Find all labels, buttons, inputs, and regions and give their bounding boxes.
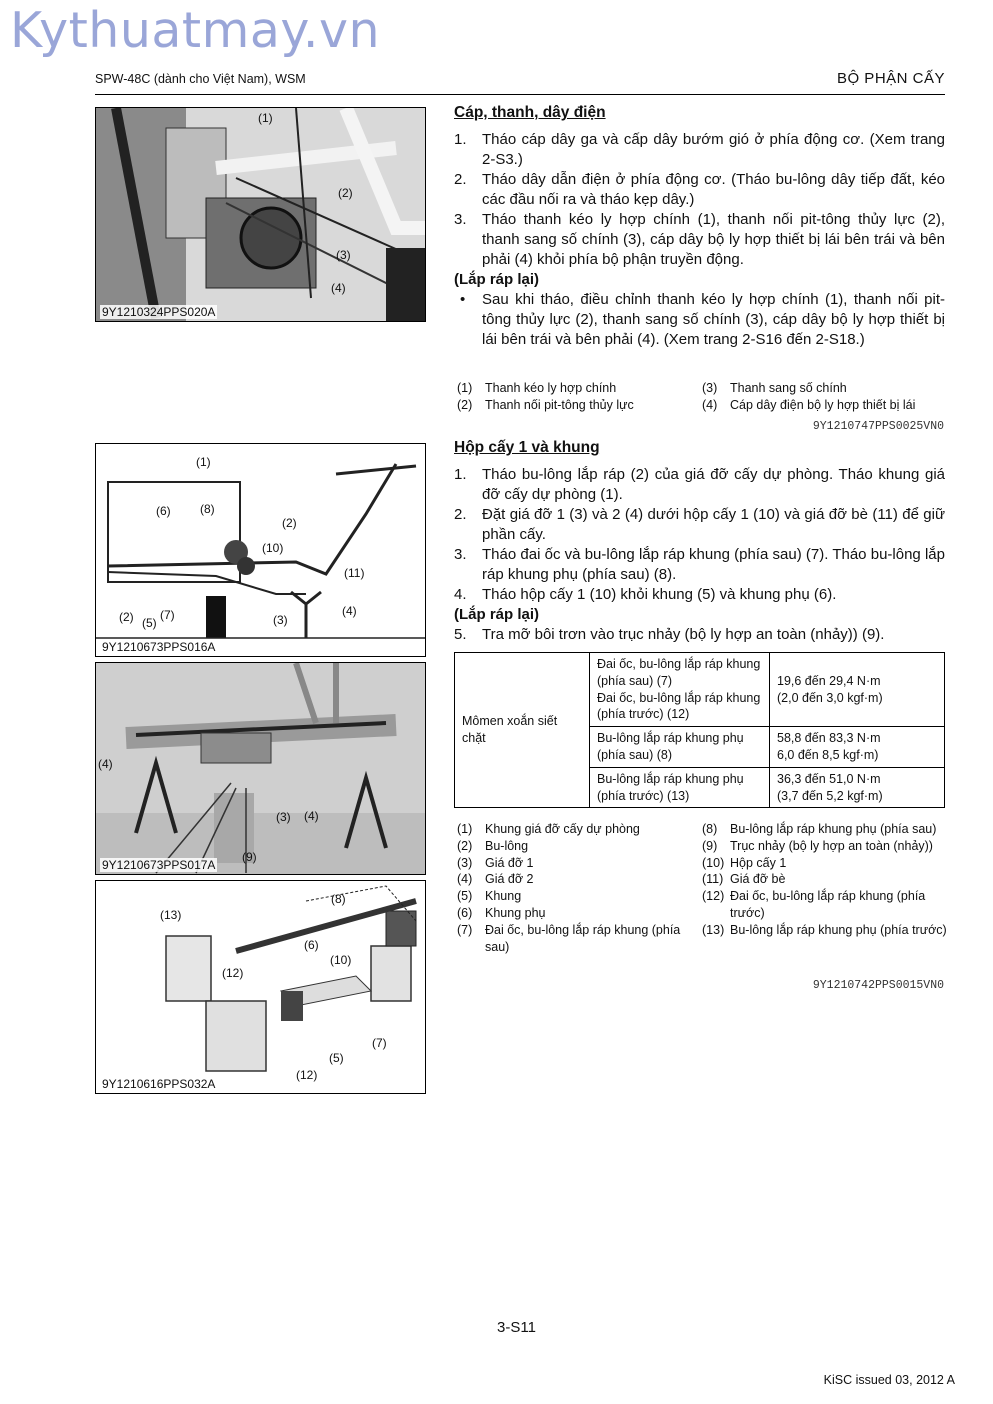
callout-4: (4)	[342, 604, 357, 618]
torque-item: Bu-lông lắp ráp khung phụ (phía sau) (8)	[590, 727, 770, 768]
callout-8: (8)	[331, 892, 346, 906]
callout-4: (4)	[98, 757, 113, 771]
reassembly-heading: (Lắp ráp lại)	[454, 606, 540, 623]
legend-item: (4) Giá đỡ 2	[457, 872, 534, 887]
callout-2: (2)	[338, 186, 353, 200]
legend-item: (8) Bu-lông lắp ráp khung phụ (phía sau)	[702, 822, 937, 836]
callout-9: (9)	[242, 850, 257, 864]
legend-item: (3) Giá đỡ 1	[457, 855, 534, 870]
step-item: 2. Đặt giá đỡ 1 (3) và 2 (4) dưới hộp cấy 1 (10) và giá đỡ bè (11) để giữ phần cấy.	[454, 506, 945, 543]
figure-stands-photo-image	[96, 663, 425, 874]
step-item: 1. Tháo cáp dây ga và cấp dây bướm gió ở phía động cơ. (Xem trang 2-S3.)	[454, 131, 945, 168]
figure-frame-drawing	[95, 443, 426, 657]
callout-11: (11)	[344, 566, 365, 580]
figure-code: 9Y1210616PPS032A	[102, 1077, 216, 1091]
callout-6: (6)	[304, 938, 319, 952]
step-item: 2. Tháo dây dẫn điện ở phía động cơ. (Tháo bu-lông dây tiếp đất, kéo các đầu nối ra và tháo kẹp dây.)	[454, 171, 945, 208]
step-item: 5. Tra mỡ bôi trơn vào trục nhảy (bộ ly hợp an toàn (nhảy)) (9).	[454, 626, 885, 643]
legend-item: (12) Đai ốc, bu-lông lắp ráp khung (phía trước)	[702, 889, 926, 920]
header-left: SPW-48C (dành cho Việt Nam), WSM	[95, 72, 306, 86]
legend-item: (1) Khung giá đỡ cấy dự phòng	[457, 822, 640, 836]
legend-item: (5) Khung	[457, 889, 522, 904]
figure-exploded-view	[95, 880, 426, 1094]
callout-1: (1)	[258, 111, 273, 125]
page-number: 3-S11	[497, 1319, 536, 1336]
legend-item: (13) Bu-lông lắp ráp khung phụ (phía trước)	[702, 922, 947, 937]
section1-legend	[457, 380, 947, 416]
torque-item: Bu-lông lắp ráp khung phụ (phía trước) (13)	[590, 767, 770, 808]
legend-item: (4) Cáp dây điện bộ ly hợp thiết bị lái	[702, 397, 916, 412]
footer-issue: KiSC issued 03, 2012 A	[823, 1373, 955, 1387]
callout-13: (13)	[160, 908, 182, 922]
callout-1: (1)	[196, 455, 211, 469]
figure-stands-photo	[95, 662, 426, 875]
legend-item: (2) Thanh nối pit-tông thủy lực	[457, 397, 634, 412]
legend-col-left	[457, 380, 634, 414]
torque-table	[454, 652, 945, 808]
figure-code: 9Y1210673PPS016A	[102, 640, 216, 654]
callout-10: (10)	[262, 541, 284, 555]
legend-item: (10) Hộp cấy 1	[702, 855, 787, 870]
reassembly-heading: (Lắp ráp lại)	[454, 271, 540, 288]
section1-steps	[454, 130, 945, 350]
torque-value: 58,8 đến 83,3 N·m 6,0 đến 8,5 kgf·m)	[770, 727, 945, 768]
legend-col-left	[457, 821, 687, 955]
legend-item: (9) Trục nhảy (bộ ly hợp an toàn (nhảy))	[702, 838, 933, 853]
callout-3: (3)	[276, 810, 291, 824]
callout-4: (4)	[331, 281, 346, 295]
watermark: Kythuatmay.vn	[10, 2, 381, 59]
figure-exploded-view-image	[96, 881, 425, 1093]
legend-col-right	[702, 821, 947, 939]
legend-item: (6) Khung phụ	[457, 905, 546, 920]
section2-legend	[457, 821, 947, 976]
callout-5: (5)	[142, 616, 157, 630]
callout-12b: (12)	[296, 1068, 318, 1082]
table-row	[455, 653, 945, 727]
callout-7: (7)	[372, 1036, 387, 1050]
callout-12: (12)	[222, 966, 244, 980]
bullet-item: • Sau khi tháo, điều chỉnh thanh kéo ly hợp chính (1), thanh nối pit-tông thủy lực (2), thanh sang số chính (3), cáp dây bộ ly hợp thiết bị lái bên trái và bên phải (4). (Xem trang 2-S16 đến 2-S18.)	[460, 291, 945, 348]
callout-6: (6)	[156, 504, 171, 518]
legend-col-right	[702, 380, 915, 414]
torque-value: 36,3 đến 51,0 N·m (3,7 đến 5,2 kgf·m)	[770, 767, 945, 808]
step-item: 4. Tháo hộp cấy 1 (10) khỏi khung (5) và khung phụ (6).	[454, 586, 837, 603]
step-item: 1. Tháo bu-lông lắp ráp (2) của giá đỡ cấy dự phòng. Tháo khung giá đỡ cấy dự phòng (1).	[454, 466, 945, 503]
figure-code: 9Y1210324PPS020A	[102, 305, 216, 319]
callout-2: (2)	[282, 516, 297, 530]
callout-3: (3)	[336, 248, 351, 262]
figure-cables-rods	[95, 107, 426, 322]
header-rule	[95, 94, 945, 95]
callout-7: (7)	[160, 608, 175, 622]
figure-code: 9Y1210673PPS017A	[102, 858, 216, 872]
callout-10: (10)	[330, 953, 352, 967]
section2-title: Hộp cấy 1 và khung	[454, 439, 600, 456]
section2-code: 9Y1210742PPS0015VN0	[812, 979, 944, 992]
callout-8: (8)	[200, 502, 215, 516]
section1-code: 9Y1210747PPS0025VN0	[812, 420, 944, 433]
section2-steps	[454, 465, 945, 645]
callout-2b: (2)	[119, 610, 134, 624]
callout-3: (3)	[273, 613, 288, 627]
legend-item: (3) Thanh sang số chính	[702, 381, 847, 395]
torque-item: Đai ốc, bu-lông lắp ráp khung (phía sau) (7) Đai ốc, bu-lông lắp ráp khung (phía trước) (12)	[590, 653, 770, 727]
callout-4b: (4)	[304, 809, 319, 823]
legend-item: (2) Bu-lông	[457, 838, 529, 853]
legend-item: (7) Đai ốc, bu-lông lắp ráp khung (phía sau)	[457, 922, 681, 954]
legend-item: (1) Thanh kéo ly hợp chính	[457, 381, 617, 395]
step-item: 3. Tháo đai ốc và bu-lông lắp ráp khung (phía sau) (7). Tháo bu-lông lắp ráp khung phụ (phía sau) (8).	[454, 546, 945, 583]
callout-5: (5)	[329, 1051, 344, 1065]
section1-title: Cáp, thanh, dây điện	[454, 104, 606, 121]
torque-value: 19,6 đến 29,4 N·m (2,0 đến 3,0 kgf·m)	[770, 653, 945, 727]
figure-cables-rods-image	[96, 108, 425, 321]
header-right: BỘ PHẬN CẤY	[836, 70, 945, 87]
torque-label: Mômen xoắn siết chặt	[455, 653, 590, 808]
legend-item: (11) Giá đỡ bè	[702, 872, 786, 887]
step-item: 3. Tháo thanh kéo ly hợp chính (1), thanh nối pit-tông thủy lực (2), thanh sang số chính (3), cáp dây bộ ly hợp thiết bị lái bên trái và bên phải (4) khỏi phía bộ phận truyền động.	[454, 211, 945, 268]
